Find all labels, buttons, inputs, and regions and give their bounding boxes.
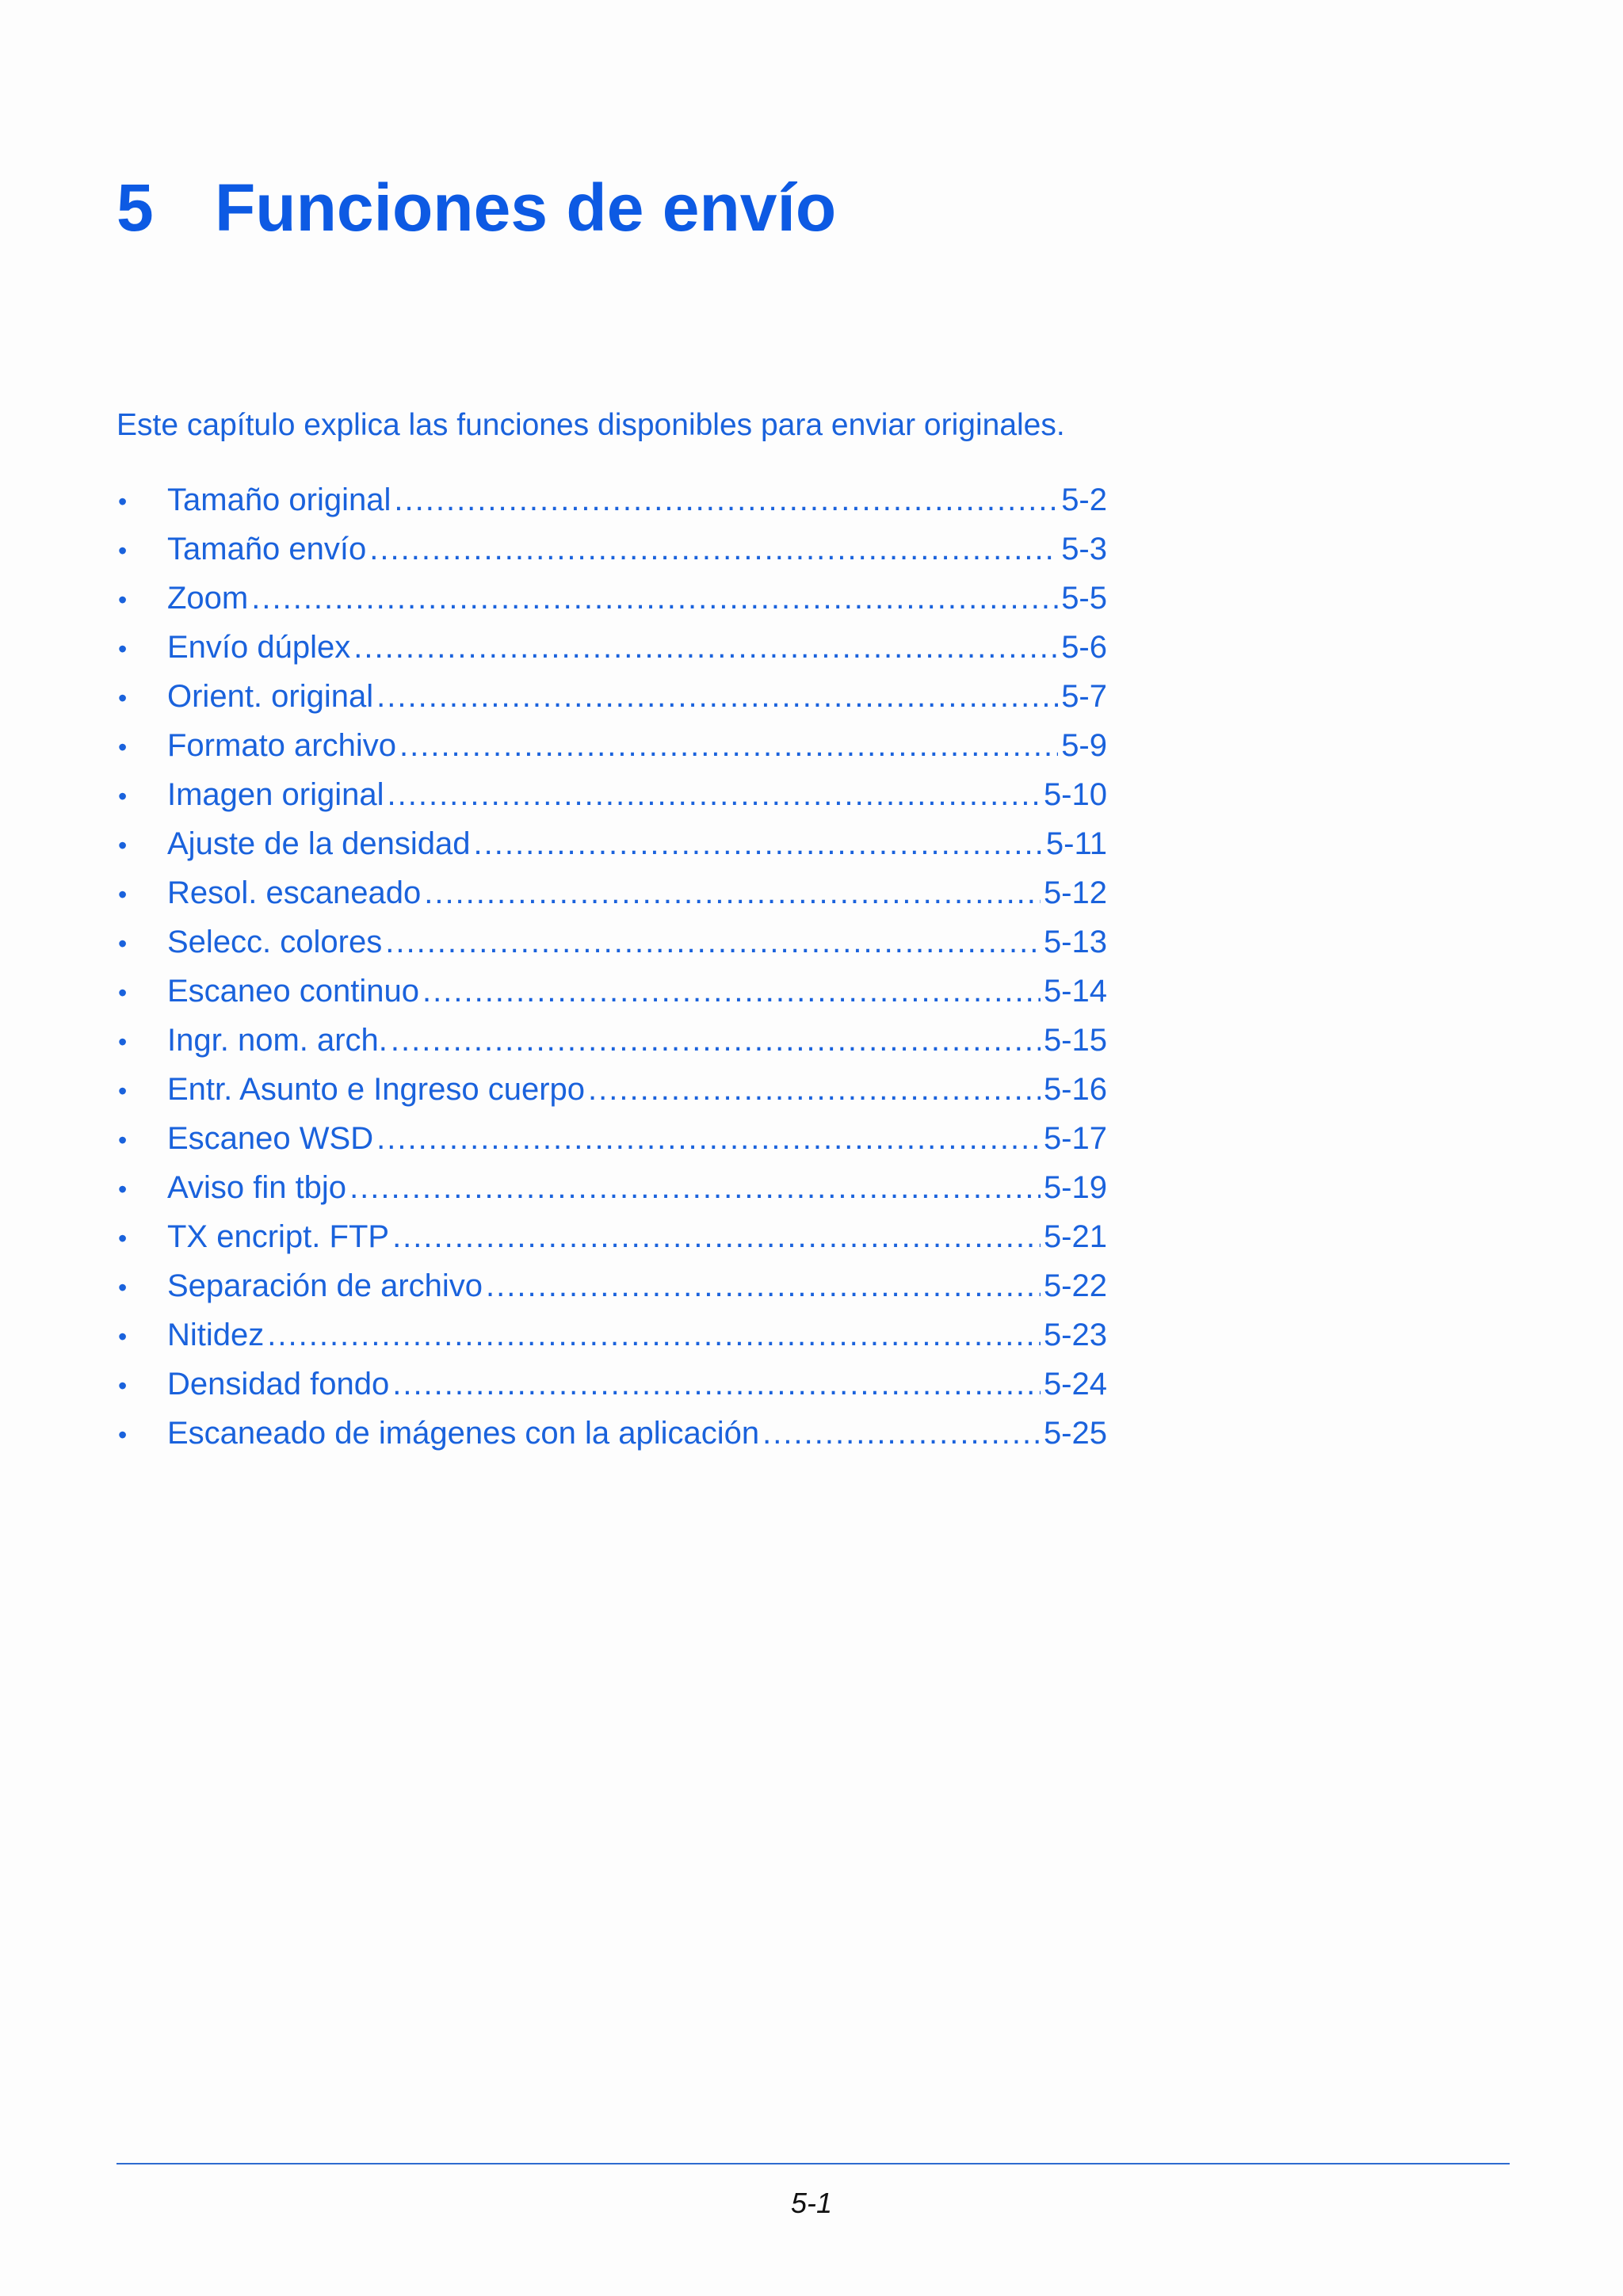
toc-page-ref[interactable]: 5-21	[1043, 1219, 1107, 1254]
toc-item[interactable]	[116, 1069, 1107, 1118]
dot-leader	[267, 1314, 1041, 1356]
bullet-icon: •	[118, 929, 128, 958]
toc-item[interactable]	[116, 1413, 1107, 1462]
toc-entry-label[interactable]: Selecc. colores	[167, 925, 383, 959]
toc-entry-label[interactable]: Densidad fondo	[167, 1367, 390, 1402]
toc-item[interactable]	[116, 823, 1107, 872]
chapter-heading	[116, 170, 837, 245]
toc-page-ref[interactable]: 5-7	[1061, 679, 1107, 714]
toc-page-ref[interactable]: 5-11	[1045, 826, 1107, 861]
footer-divider	[116, 2163, 1510, 2164]
toc-page-ref[interactable]: 5-17	[1043, 1121, 1107, 1156]
bullet-icon: •	[118, 1273, 128, 1302]
bullet-icon: •	[118, 635, 128, 663]
dot-leader	[376, 676, 1058, 717]
bullet-icon: •	[118, 1077, 128, 1105]
bullet-icon: •	[118, 782, 128, 810]
toc-item[interactable]	[116, 578, 1107, 627]
bullet-icon: •	[118, 733, 128, 761]
chapter-title: Funciones de envío	[215, 170, 837, 245]
toc-page-ref[interactable]: 5-25	[1043, 1416, 1107, 1451]
toc-page-ref[interactable]: 5-6	[1061, 630, 1107, 665]
toc-item[interactable]	[116, 627, 1107, 676]
toc-item[interactable]	[116, 1216, 1107, 1265]
dot-leader	[486, 1265, 1041, 1306]
toc-entry-label[interactable]: TX encript. FTP	[167, 1219, 390, 1254]
dot-leader	[353, 627, 1058, 668]
toc-entry-label[interactable]: Ingr. nom. arch.	[167, 1023, 388, 1058]
dot-leader	[424, 872, 1041, 913]
toc-entry-label[interactable]: Orient. original	[167, 679, 374, 714]
toc-item[interactable]	[116, 1020, 1107, 1069]
dot-leader	[251, 578, 1058, 619]
toc-page-ref[interactable]: 5-16	[1043, 1072, 1107, 1107]
bullet-icon: •	[118, 1126, 128, 1154]
toc-item[interactable]	[116, 1167, 1107, 1216]
bullet-icon: •	[118, 1322, 128, 1351]
dot-leader	[385, 921, 1041, 963]
toc-entry-label[interactable]: Tamaño envío	[167, 532, 367, 566]
toc-item[interactable]	[116, 774, 1107, 823]
toc-page-ref[interactable]: 5-19	[1043, 1170, 1107, 1205]
toc-item[interactable]	[116, 971, 1107, 1020]
toc-item[interactable]	[116, 1314, 1107, 1363]
dot-leader	[388, 774, 1041, 815]
toc-entry-label[interactable]: Escaneo WSD	[167, 1121, 374, 1156]
bullet-icon: •	[118, 880, 128, 909]
page-number: 5-1	[790, 2187, 833, 2219]
toc-page-ref[interactable]: 5-9	[1061, 728, 1107, 763]
bullet-icon: •	[118, 831, 128, 860]
toc-page-ref[interactable]: 5-5	[1061, 581, 1107, 616]
toc-item[interactable]	[116, 921, 1107, 971]
toc-entry-label[interactable]: Imagen original	[167, 777, 384, 812]
toc-entry-label[interactable]: Ajuste de la densidad	[167, 826, 471, 861]
toc-page-ref[interactable]: 5-10	[1043, 777, 1107, 812]
toc-page-ref[interactable]: 5-13	[1043, 925, 1107, 959]
bullet-icon: •	[118, 487, 128, 516]
toc-entry-label[interactable]: Resol. escaneado	[167, 875, 422, 910]
bullet-icon: •	[118, 1421, 128, 1449]
dot-leader	[376, 1118, 1041, 1159]
dot-leader	[762, 1413, 1041, 1454]
toc-item[interactable]	[116, 872, 1107, 921]
chapter-number: 5	[116, 170, 154, 245]
toc-page-ref[interactable]: 5-14	[1043, 974, 1107, 1009]
dot-leader	[399, 725, 1058, 766]
dot-leader	[588, 1069, 1041, 1110]
toc-entry-label[interactable]: Entr. Asunto e Ingreso cuerpo	[167, 1072, 586, 1107]
bullet-icon: •	[118, 684, 128, 712]
chapter-intro: Este capítulo explica las funciones disponibles para enviar originales.	[116, 408, 1065, 442]
toc-page-ref[interactable]: 5-24	[1043, 1367, 1107, 1402]
dot-leader	[349, 1167, 1041, 1208]
dot-leader	[369, 528, 1058, 570]
toc-entry-label[interactable]: Nitidez	[167, 1318, 265, 1352]
toc-page-ref[interactable]: 5-15	[1043, 1023, 1107, 1058]
toc-item[interactable]	[116, 1265, 1107, 1314]
bullet-icon: •	[118, 1371, 128, 1400]
bullet-icon: •	[118, 1175, 128, 1203]
toc-entry-label[interactable]: Tamaño original	[167, 482, 391, 517]
dot-leader	[474, 823, 1043, 864]
toc-item[interactable]	[116, 479, 1107, 528]
toc-item[interactable]	[116, 676, 1107, 725]
toc-entry-label[interactable]: Separación de archivo	[167, 1268, 483, 1303]
dot-leader	[391, 1020, 1041, 1061]
toc-item[interactable]	[116, 1363, 1107, 1413]
toc-item[interactable]	[116, 1118, 1107, 1167]
toc-entry-label[interactable]: Zoom	[167, 581, 249, 616]
toc-entry-label[interactable]: Aviso fin tbjo	[167, 1170, 347, 1205]
dot-leader	[394, 479, 1058, 521]
bullet-icon: •	[118, 1028, 128, 1056]
bullet-icon: •	[118, 1224, 128, 1253]
bullet-icon: •	[118, 978, 128, 1007]
toc-item[interactable]	[116, 725, 1107, 774]
toc-entry-label[interactable]: Formato archivo	[167, 728, 396, 763]
toc-entry-label[interactable]: Escaneado de imágenes con la aplicación	[167, 1416, 760, 1451]
toc-page-ref[interactable]: 5-2	[1061, 482, 1107, 517]
toc-page-ref[interactable]: 5-3	[1061, 532, 1107, 566]
bullet-icon: •	[118, 585, 128, 614]
toc-entry-label[interactable]: Escaneo continuo	[167, 974, 420, 1009]
dot-leader	[422, 971, 1041, 1012]
dot-leader	[392, 1216, 1041, 1257]
table-of-contents	[116, 479, 1107, 1462]
toc-page-ref[interactable]: 5-22	[1043, 1268, 1107, 1303]
toc-item[interactable]	[116, 528, 1107, 578]
toc-page-ref[interactable]: 5-23	[1043, 1318, 1107, 1352]
toc-entry-label[interactable]: Envío dúplex	[167, 630, 351, 665]
bullet-icon: •	[118, 536, 128, 565]
toc-page-ref[interactable]: 5-12	[1043, 875, 1107, 910]
dot-leader	[392, 1363, 1041, 1405]
